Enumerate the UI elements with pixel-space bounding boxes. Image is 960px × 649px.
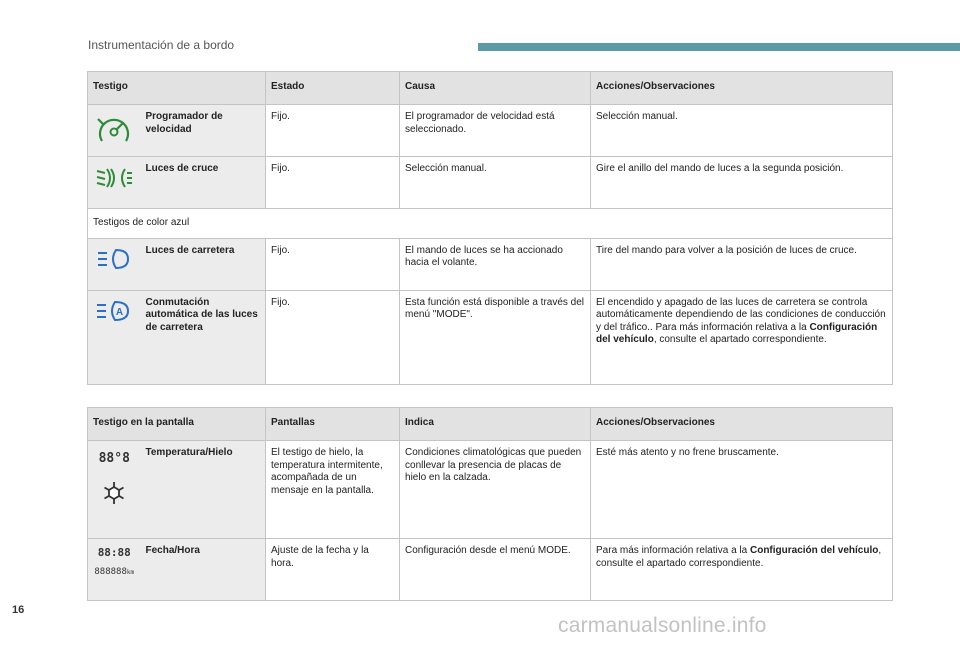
table-row xyxy=(88,441,893,539)
watermark: carmanualsonline.info xyxy=(558,614,767,637)
table-row xyxy=(88,238,893,290)
indicator-state: Fijo. xyxy=(266,105,400,157)
indicator-name: Programador de velocidad xyxy=(141,105,266,157)
indicator-action xyxy=(591,539,893,601)
page-number: 16 xyxy=(12,604,25,616)
warning-lights-table xyxy=(87,71,893,385)
table-header-row xyxy=(88,408,893,441)
indicator-action: Gire el anillo del mando de luces a la segunda posición. xyxy=(591,157,893,209)
page-header-title: Instrumentación de a bordo xyxy=(88,38,235,52)
indicator-state: Fijo. xyxy=(266,290,400,384)
indicator-action: Selección manual. xyxy=(591,105,893,157)
display-indicators-table xyxy=(87,407,893,601)
column-header: Acciones/Observaciones xyxy=(591,408,893,441)
icon-cell xyxy=(88,441,141,539)
svg-text:A: A xyxy=(116,306,124,318)
action-text-end: , consulte el apartado correspondiente. xyxy=(653,334,827,345)
main-beam-icon xyxy=(94,247,134,273)
header-accent-bar xyxy=(478,43,960,51)
column-header: Acciones/Observaciones xyxy=(591,72,893,105)
column-header: Estado xyxy=(266,72,400,105)
indicator-action: Tire del mando para volver a la posición de luces de cruce. xyxy=(591,238,893,290)
action-text-end: , consulte el apartado correspondiente. xyxy=(596,545,882,569)
settings-reference: Configuración del vehículo xyxy=(596,321,878,345)
indicator-meaning: Configuración desde el menú MODE. xyxy=(400,539,591,601)
action-text: El encendido y apagado de las luces de carretera se controla automáticamente dependiendo de las condiciones de conducción y del tráfico.. Para más información relativa a la xyxy=(596,296,886,333)
column-header: Causa xyxy=(400,72,591,105)
column-header: Pantallas xyxy=(266,408,400,441)
section-label: Testigos de color azul xyxy=(88,209,893,239)
column-header: Indica xyxy=(400,408,591,441)
indicator-screens: El testigo de hielo, la temperatura intermitente, acompañada de un mensaje en la pantalla. xyxy=(266,441,400,539)
table-header-row xyxy=(88,72,893,105)
indicator-cause: Selección manual. xyxy=(400,157,591,209)
automatic-main-beam-icon xyxy=(94,299,134,325)
column-header: Testigo en la pantalla xyxy=(88,408,266,441)
icon-cell xyxy=(88,105,141,157)
action-text: Para más información relativa a la xyxy=(596,545,750,556)
indicator-state: Fijo. xyxy=(266,238,400,290)
indicator-state: Fijo. xyxy=(266,157,400,209)
odometer-display-icon: 888888km xyxy=(94,566,135,577)
column-header: Testigo xyxy=(88,72,266,105)
dipped-beam-icon xyxy=(94,165,134,191)
icon-cell xyxy=(88,539,141,601)
indicator-name: Luces de carretera xyxy=(141,238,266,290)
table-row xyxy=(88,290,893,384)
table-row xyxy=(88,157,893,209)
temperature-display-icon: 88°8 xyxy=(98,451,130,466)
indicator-action: Esté más atento y no frene bruscamente. xyxy=(591,441,893,539)
cruise-control-icon xyxy=(94,113,134,149)
indicator-screens: Ajuste de la fecha y la hora. xyxy=(266,539,400,601)
indicator-name: Conmutación automática de las luces de carretera xyxy=(141,290,266,384)
indicator-action xyxy=(591,290,893,384)
section-row xyxy=(88,209,893,239)
indicator-name: Luces de cruce xyxy=(141,157,266,209)
settings-reference: Configuración del vehículo xyxy=(749,545,879,556)
icon-cell xyxy=(88,157,141,209)
indicator-meaning: Condiciones climatológicas que pueden conllevar la presencia de placas de hielo en la calzada. xyxy=(400,441,591,539)
clock-display-icon: 88:88 xyxy=(97,546,131,559)
indicator-name: Temperatura/Hielo xyxy=(141,441,266,539)
table-row xyxy=(88,105,893,157)
indicator-name: Fecha/Hora xyxy=(141,539,266,601)
indicator-cause: El programador de velocidad está seleccionado. xyxy=(400,105,591,157)
indicator-cause: Esta función está disponible a través del menú "MODE". xyxy=(400,290,591,384)
snowflake-icon xyxy=(101,480,127,506)
icon-cell xyxy=(88,290,141,384)
icon-cell xyxy=(88,238,141,290)
table-row xyxy=(88,539,893,601)
indicator-cause: El mando de luces se ha accionado hacia el volante. xyxy=(400,238,591,290)
